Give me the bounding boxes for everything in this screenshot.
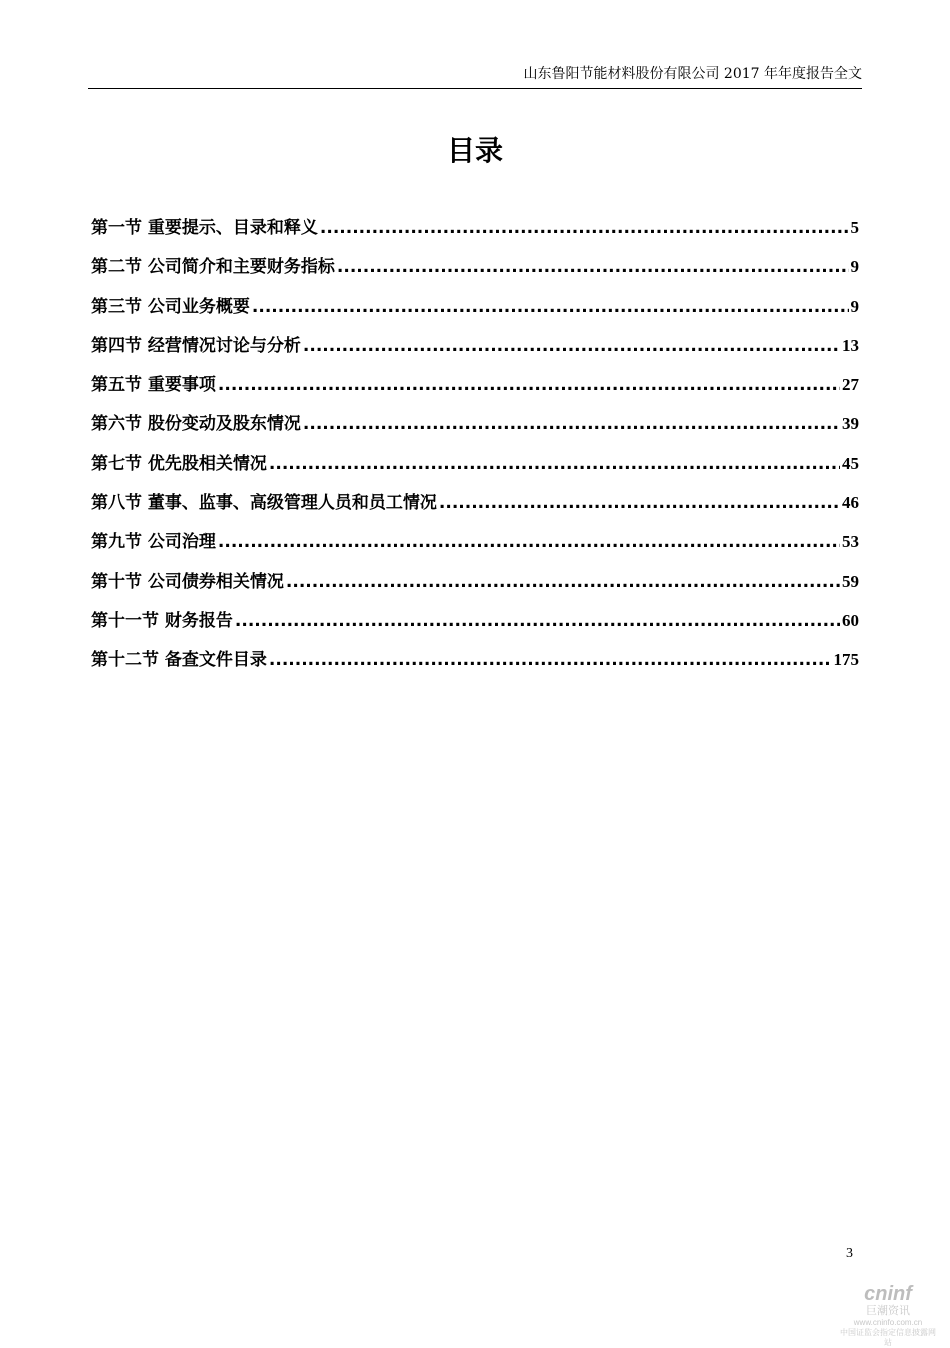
- toc-entry[interactable]: [91, 488, 859, 527]
- toc-leader-dots: [439, 493, 840, 513]
- toc-entry[interactable]: [91, 252, 859, 291]
- toc-section-title: 公司债券相关情况: [147, 571, 284, 592]
- watermark-name: 巨潮资讯: [866, 1305, 910, 1317]
- toc-leader-dots: [303, 336, 840, 356]
- page-title: 目录: [446, 134, 503, 167]
- toc-section-number: 第四节: [91, 335, 142, 356]
- header-text: 山东鲁阳节能材料股份有限公司 2017 年年度报告全文: [523, 66, 862, 82]
- toc-section-title: 公司简介和主要财务指标: [147, 257, 335, 278]
- toc-leader-dots: [269, 454, 840, 474]
- toc-entry[interactable]: [91, 409, 859, 448]
- toc-entry[interactable]: [91, 567, 859, 606]
- toc-section-number: 第十一节: [91, 610, 159, 631]
- toc-section-number: 第一节: [91, 218, 142, 238]
- toc-page-number: 175: [833, 650, 859, 670]
- table-of-contents: [91, 213, 859, 685]
- toc-section-number: 第九节: [91, 532, 142, 553]
- toc-entry[interactable]: [91, 449, 859, 488]
- toc-page-number: 13: [842, 335, 859, 355]
- toc-section-number: 第十二节: [91, 650, 159, 671]
- toc-page-number: 27: [842, 375, 859, 395]
- toc-page-number: 59: [842, 571, 859, 591]
- toc-leader-dots: [320, 218, 849, 238]
- watermark-logo: cninf: [864, 1283, 912, 1305]
- toc-section-title: 公司业务概要: [147, 296, 250, 317]
- toc-entry[interactable]: [91, 645, 859, 684]
- toc-leader-dots: [337, 257, 849, 277]
- toc-leader-dots: [218, 532, 840, 552]
- page-number: 3: [846, 1246, 853, 1261]
- toc-section-title: 股份变动及股东情况: [147, 414, 301, 435]
- toc-section-title: 优先股相关情况: [147, 453, 267, 474]
- toc-section-number: 第七节: [91, 453, 142, 474]
- toc-page-number: 60: [842, 610, 859, 630]
- toc-entry[interactable]: [91, 527, 859, 566]
- toc-entry[interactable]: [91, 606, 859, 645]
- toc-entry[interactable]: [91, 292, 859, 331]
- toc-leader-dots: [269, 650, 832, 670]
- toc-page-number: 9: [850, 296, 859, 316]
- toc-entry[interactable]: [91, 331, 859, 370]
- toc-section-title: 重要事项: [147, 375, 216, 396]
- toc-section-number: 第十节: [91, 571, 142, 592]
- toc-section-number: 第三节: [91, 296, 142, 317]
- toc-section-title: 经营情况讨论与分析: [147, 335, 301, 356]
- toc-leader-dots: [235, 611, 840, 631]
- toc-leader-dots: [286, 572, 840, 592]
- toc-entry[interactable]: [91, 370, 859, 409]
- toc-page-number: 5: [850, 218, 859, 237]
- toc-section-title: 重要提示、目录和释义: [147, 218, 318, 238]
- toc-section-number: 第八节: [91, 493, 142, 514]
- toc-section-title: 备查文件目录: [164, 650, 267, 671]
- toc-section-title: 公司治理: [147, 532, 216, 553]
- toc-leader-dots: [252, 297, 849, 317]
- watermark-url: www.cninfo.com.cn: [853, 1318, 923, 1327]
- watermark-org: 中国证监会指定信息披露网站: [840, 1328, 936, 1347]
- toc-page-number: 46: [842, 493, 859, 513]
- toc-section-number: 第六节: [91, 414, 142, 435]
- toc-page-number: 45: [842, 453, 859, 473]
- toc-section-title: 财务报告: [164, 610, 233, 631]
- toc-leader-dots: [218, 375, 840, 395]
- toc-section-number: 第五节: [91, 375, 142, 396]
- toc-leader-dots: [303, 414, 840, 434]
- toc-page-number: 53: [842, 532, 859, 552]
- toc-page-number: 39: [842, 414, 859, 434]
- toc-entry[interactable]: [91, 213, 859, 252]
- page-header: [88, 64, 862, 89]
- toc-section-number: 第二节: [91, 257, 142, 278]
- toc-section-title: 董事、监事、高级管理人员和员工情况: [147, 493, 437, 514]
- toc-page-number: 9: [850, 257, 859, 277]
- cninfo-watermark: [838, 1283, 938, 1347]
